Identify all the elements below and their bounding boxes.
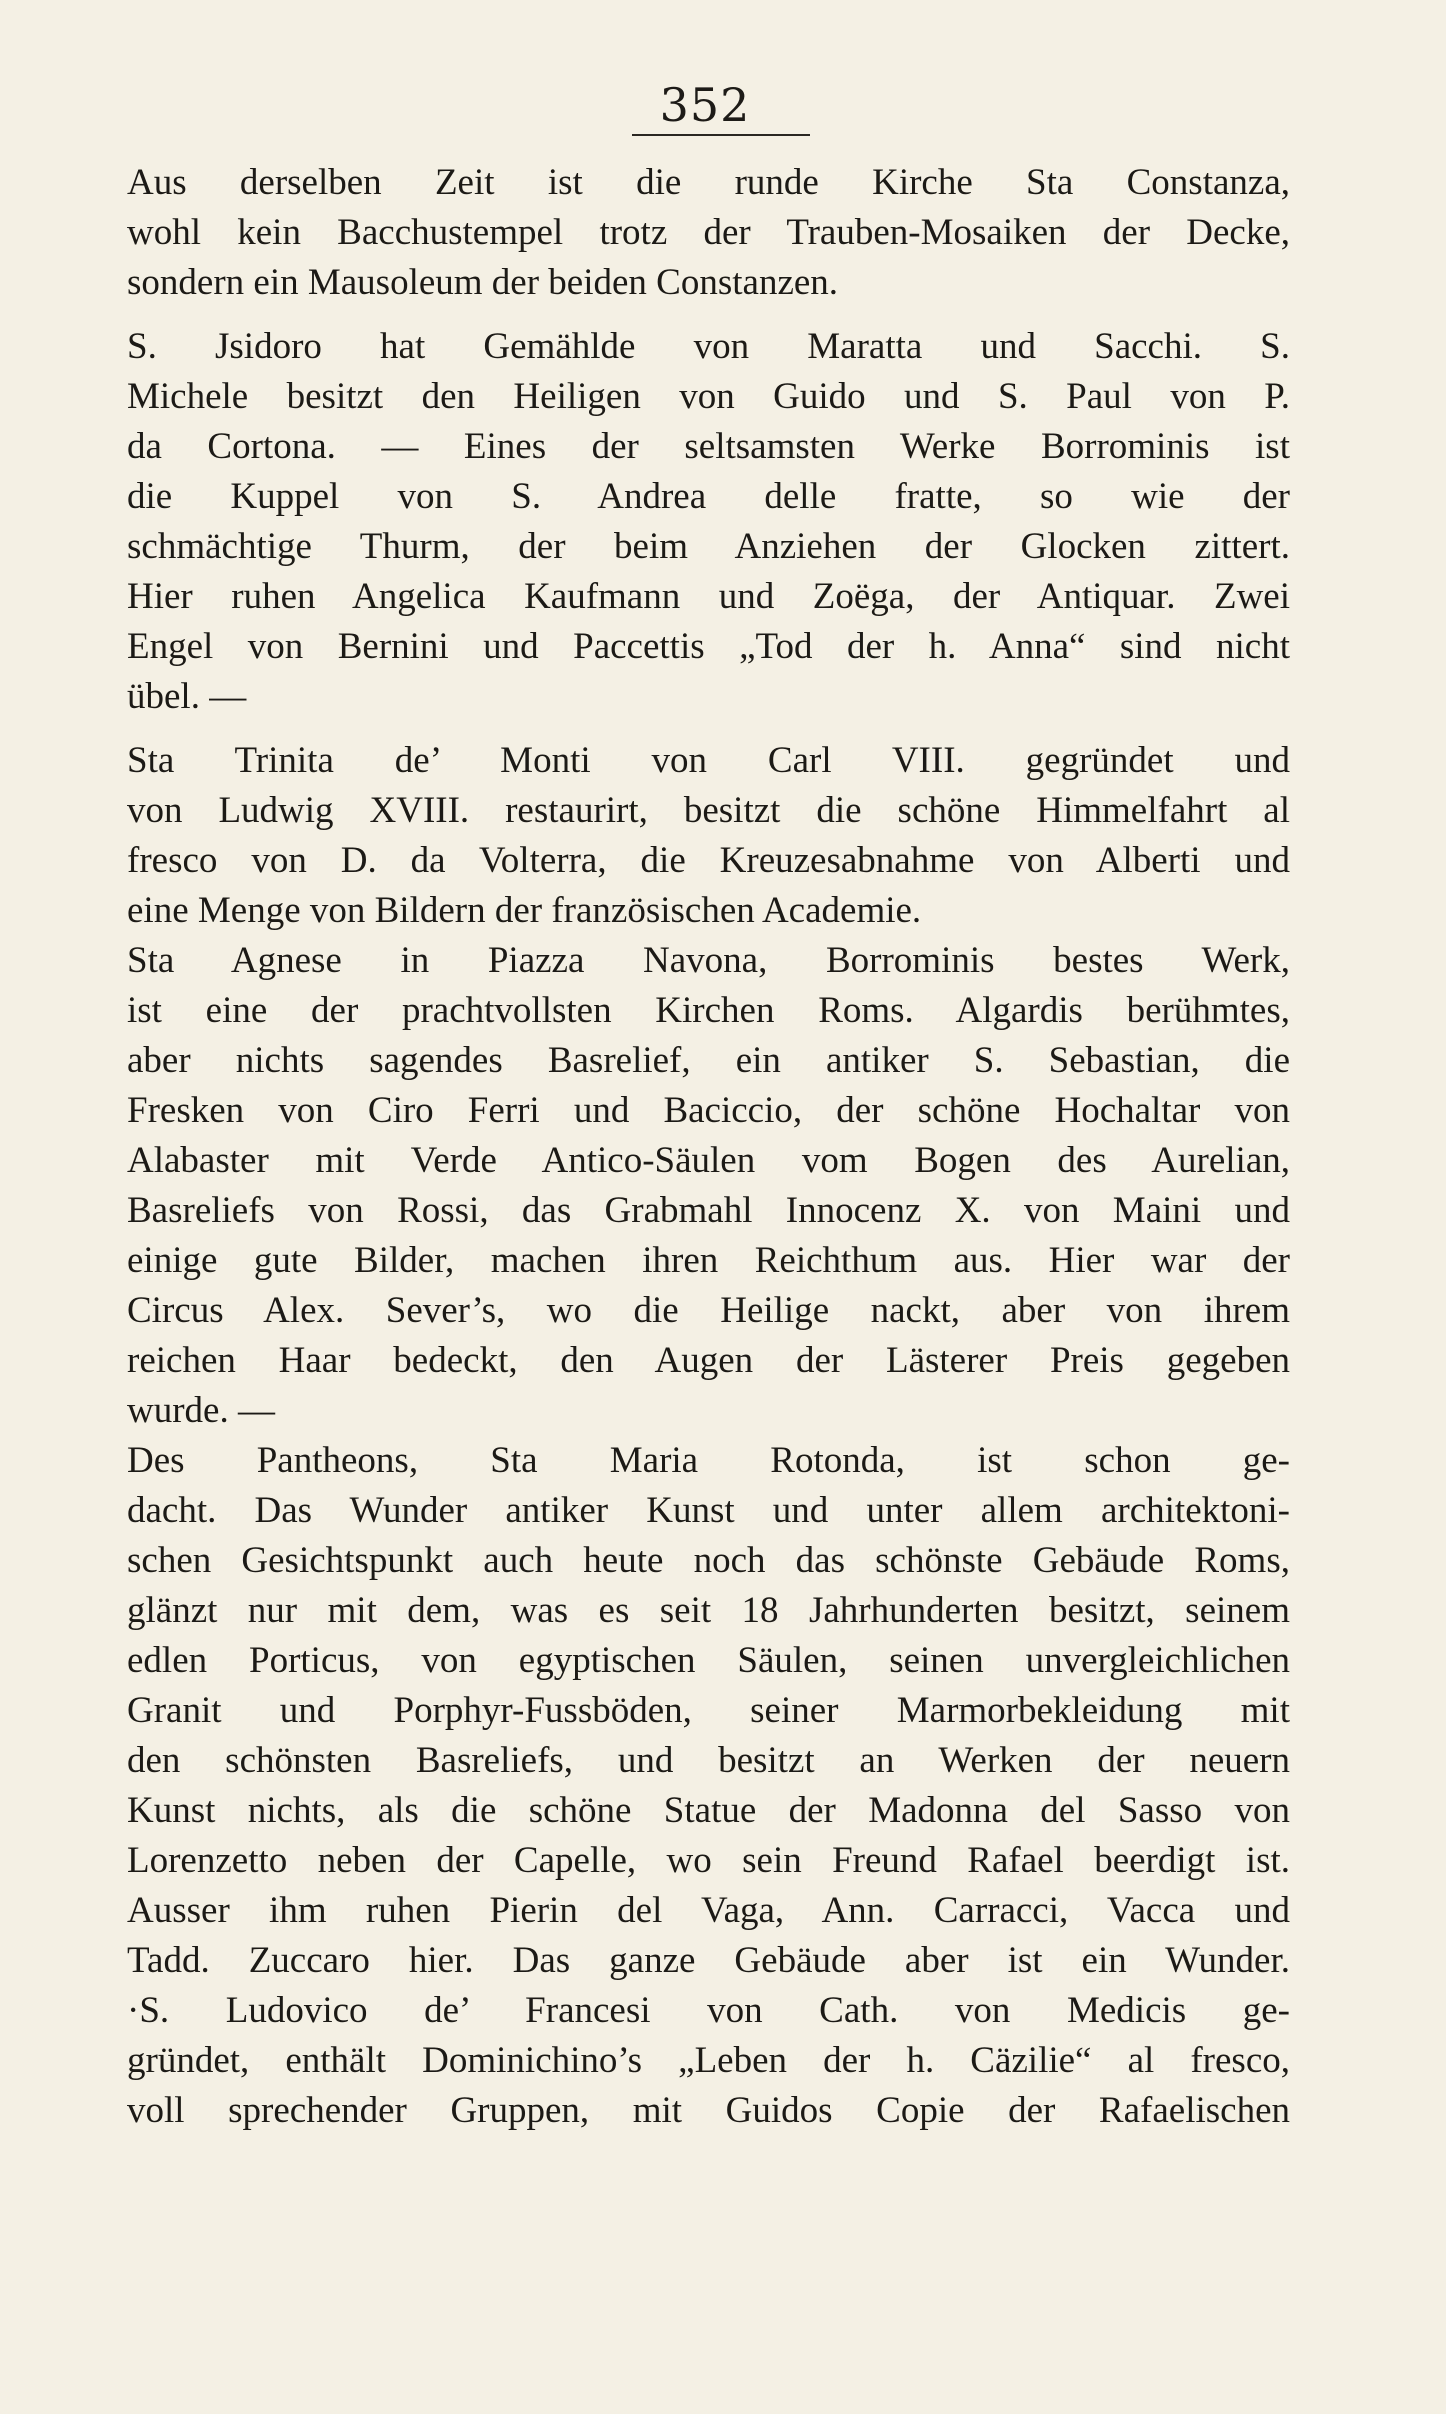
text-line: wohl kein Bacchustempel trotz der Trauben-Mosaiken der Decke,	[127, 212, 1290, 253]
text-line: edlen Porticus, von egyptischen Säulen, seinen unvergleichlichen	[127, 1640, 1290, 1681]
paragraph-sta-trinita	[127, 736, 1290, 936]
text-line: Fresken von Ciro Ferri und Baciccio, der schöne Hochaltar von	[127, 1090, 1290, 1131]
paragraph-s-jsidoro	[127, 322, 1290, 722]
text-line: Sta Trinita de’ Monti von Carl VIII. gegründet und	[127, 740, 1290, 781]
text-line: Granit und Porphyr-Fussböden, seiner Marmorbekleidung mit	[127, 1690, 1290, 1731]
text-line: Hier ruhen Angelica Kaufmann und Zoëga, der Antiquar. Zwei	[127, 576, 1290, 617]
text-line: schen Gesichtspunkt auch heute noch das schönste Gebäude Roms,	[127, 1540, 1290, 1581]
body-text	[127, 158, 1290, 2136]
text-line: Des Pantheons, Sta Maria Rotonda, ist schon ge-	[127, 1440, 1290, 1481]
header-rule	[632, 134, 810, 136]
paragraph-sta-agnese	[127, 936, 1290, 1436]
paragraph-s-ludovico	[127, 1986, 1290, 2136]
text-line: Tadd. Zuccaro hier. Das ganze Gebäude aber ist ein Wunder.	[127, 1940, 1290, 1981]
page-number: 352	[659, 78, 751, 132]
text-line: wurde. —	[127, 1390, 275, 1431]
text-line: fresco von D. da Volterra, die Kreuzesabnahme von Alberti und	[127, 840, 1290, 881]
text-line: reichen Haar bedeckt, den Augen der Lästerer Preis gegeben	[127, 1340, 1290, 1381]
text-line: Lorenzetto neben der Capelle, wo sein Freund Rafael beerdigt ist.	[127, 1840, 1290, 1881]
paragraph-gap	[127, 308, 1290, 322]
text-line: Alabaster mit Verde Antico-Säulen vom Bogen des Aurelian,	[127, 1140, 1290, 1181]
text-line: Basreliefs von Rossi, das Grabmahl Innocenz X. von Maini und	[127, 1190, 1290, 1231]
text-line: schmächtige Thurm, der beim Anziehen der Glocken zittert.	[127, 526, 1290, 567]
text-line: Michele besitzt den Heiligen von Guido und S. Paul von P.	[127, 376, 1290, 417]
text-line: voll sprechender Gruppen, mit Guidos Copie der Rafaelischen	[127, 2090, 1290, 2131]
paragraph-gap	[127, 722, 1290, 736]
text-line: Aus derselben Zeit ist die runde Kirche Sta Constanza,	[127, 162, 1290, 203]
text-line: Engel von Bernini und Paccettis „Tod der h. Anna“ sind nicht	[127, 626, 1290, 667]
text-line: gründet, enthält Dominichino’s „Leben der h. Cäzilie“ al fresco,	[127, 2040, 1290, 2081]
text-line: ist eine der prachtvollsten Kirchen Roms. Algardis berühmtes,	[127, 990, 1290, 1031]
text-line: aber nichts sagendes Basrelief, ein antiker S. Sebastian, die	[127, 1040, 1290, 1081]
text-line: von Ludwig XVIII. restaurirt, besitzt die schöne Himmelfahrt al	[127, 790, 1290, 831]
text-line: Kunst nichts, als die schöne Statue der Madonna del Sasso von	[127, 1790, 1290, 1831]
text-line: Ausser ihm ruhen Pierin del Vaga, Ann. Carracci, Vacca und	[127, 1890, 1290, 1931]
text-line: ·S. Ludovico de’ Francesi von Cath. von Medicis ge-	[127, 1990, 1290, 2031]
text-line: glänzt nur mit dem, was es seit 18 Jahrhunderten besitzt, seinem	[127, 1590, 1290, 1631]
paragraph-sta-constanza	[127, 158, 1290, 308]
paragraph-pantheon	[127, 1436, 1290, 1986]
text-line: einige gute Bilder, machen ihren Reichthum aus. Hier war der	[127, 1240, 1290, 1281]
text-line: Sta Agnese in Piazza Navona, Borrominis bestes Werk,	[127, 940, 1290, 981]
text-line: S. Jsidoro hat Gemählde von Maratta und Sacchi. S.	[127, 326, 1290, 367]
text-line: sondern ein Mausoleum der beiden Constanzen.	[127, 262, 839, 303]
text-line: die Kuppel von S. Andrea delle fratte, so wie der	[127, 476, 1290, 517]
text-line: übel. —	[127, 676, 247, 717]
text-line: Circus Alex. Sever’s, wo die Heilige nackt, aber von ihrem	[127, 1290, 1290, 1331]
text-line: eine Menge von Bildern der französischen Academie.	[127, 890, 922, 931]
text-line: dacht. Das Wunder antiker Kunst und unter allem architektoni-	[127, 1490, 1290, 1531]
text-line: da Cortona. — Eines der seltsamsten Werke Borrominis ist	[127, 426, 1290, 467]
text-line: den schönsten Basreliefs, und besitzt an Werken der neuern	[127, 1740, 1290, 1781]
